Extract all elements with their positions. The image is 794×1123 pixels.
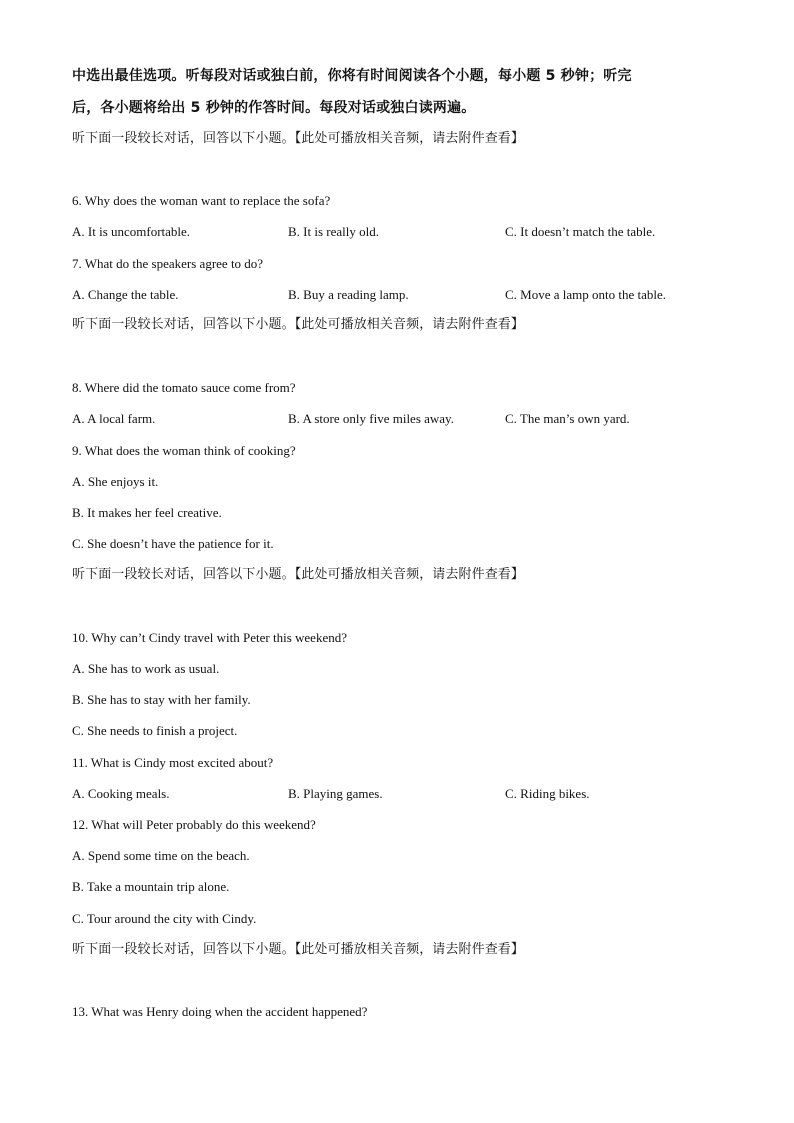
question-6-option-a: A. It is uncomfortable. [72, 224, 191, 239]
question-7-option-a: A. Change the table. [72, 287, 179, 302]
question-11: 11. What is Cindy most excited about? [72, 755, 274, 770]
question-6-option-c: C. It doesn’t match the table. [505, 224, 656, 239]
instructions-line-2: 后，各小题将给出 5 秒钟的作答时间。每段对话或独白读两遍。 [72, 100, 476, 116]
question-7-option-c: C. Move a lamp onto the table. [505, 287, 667, 302]
question-10-option-b: B. She has to stay with her family. [72, 692, 251, 707]
question-12: 12. What will Peter probably do this weekend? [72, 817, 316, 832]
section-note-4: 听下面一段较长对话，回答以下小题。【此处可播放相关音频，请去附件查看】 [72, 942, 525, 957]
question-12-option-a: A. Spend some time on the beach. [72, 848, 250, 863]
question-9: 9. What does the woman think of cooking? [72, 443, 296, 458]
question-6: 6. Why does the woman want to replace the sofa? [72, 193, 331, 208]
question-8-option-c: C. The man’s own yard. [505, 411, 630, 426]
section-note-1: 听下面一段较长对话，回答以下小题。【此处可播放相关音频，请去附件查看】 [72, 131, 525, 146]
question-9-option-b: B. It makes her feel creative. [72, 505, 222, 520]
question-9-option-c: C. She doesn’t have the patience for it. [72, 536, 274, 551]
question-7-option-b: B. Buy a reading lamp. [288, 287, 409, 302]
question-8-option-a: A. A local farm. [72, 411, 156, 426]
question-9-option-a: A. She enjoys it. [72, 474, 159, 489]
section-note-2: 听下面一段较长对话，回答以下小题。【此处可播放相关音频，请去附件查看】 [72, 317, 525, 332]
question-10-option-a: A. She has to work as usual. [72, 661, 220, 676]
section-note-3: 听下面一段较长对话，回答以下小题。【此处可播放相关音频，请去附件查看】 [72, 567, 525, 582]
question-11-option-a: A. Cooking meals. [72, 786, 170, 801]
instructions-line-1: 中选出最佳选项。听每段对话或独白前，你将有时间阅读各个小题，每小题 5 秒钟；听完 [72, 68, 632, 84]
question-10: 10. Why can’t Cindy travel with Peter this weekend? [72, 630, 347, 645]
question-7: 7. What do the speakers agree to do? [72, 256, 264, 271]
question-10-option-c: C. She needs to finish a project. [72, 723, 238, 738]
question-12-option-c: C. Tour around the city with Cindy. [72, 911, 257, 926]
question-8: 8. Where did the tomato sauce come from? [72, 380, 296, 395]
question-8-option-b: B. A store only five miles away. [288, 411, 454, 426]
question-13: 13. What was Henry doing when the accident happened? [72, 1004, 368, 1019]
question-12-option-b: B. Take a mountain trip alone. [72, 879, 230, 894]
question-11-option-c: C. Riding bikes. [505, 786, 590, 801]
question-11-option-b: B. Playing games. [288, 786, 383, 801]
question-6-option-b: B. It is really old. [288, 224, 379, 239]
